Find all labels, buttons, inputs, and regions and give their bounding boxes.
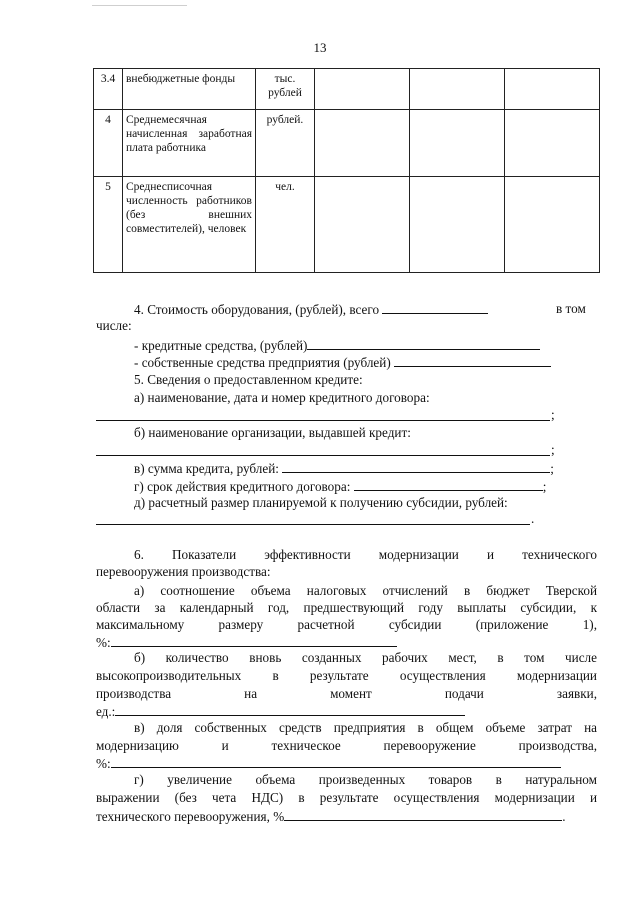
own-funds-blank <box>394 354 551 367</box>
credit-term-line: г) срок действия кредитного договора: ; <box>134 479 547 494</box>
indicator-a-line2: области за календарный год, предшествующий году выплаты субсидии, к <box>96 600 597 615</box>
credit-term-blank <box>354 478 543 491</box>
empty-cell <box>410 177 505 273</box>
indicator-b-line1: б) количество вновь созданных рабочих мест, в том числе <box>134 650 597 665</box>
section-6-title-cont: перевооружения производства: <box>96 564 271 579</box>
indicator-a-line1: а) соотношение объема налоговых отчислений в бюджет Тверской <box>134 583 597 598</box>
indicator-v-value: %: <box>96 755 561 772</box>
row-name: внебюджетные фонды <box>123 69 256 110</box>
subsidy-size-label: д) расчетный размер планируемой к получению субсидии, рублей: <box>134 495 508 510</box>
row-number: 5 <box>94 177 123 273</box>
empty-cell <box>315 110 410 177</box>
indicator-b-line3: производства на момент подачи заявки, <box>96 686 597 701</box>
row-number: 3.4 <box>94 69 123 110</box>
indicator-a-value: %: <box>96 634 397 651</box>
credit-funds-blank <box>307 337 540 350</box>
period: . <box>531 511 535 526</box>
indicator-g-blank <box>284 808 562 821</box>
empty-cell <box>315 69 410 110</box>
indicator-b-line2: высокопроизводительных в результате осуществления модернизации <box>96 668 597 683</box>
bank-name-blank <box>96 455 550 456</box>
credit-sum-blank <box>282 460 550 473</box>
semicolon: ; <box>551 442 555 457</box>
row-name: Среднесписочная численность работников (без внешних совместителей), человек <box>123 177 256 273</box>
indicator-v-line2: модернизацию и техническое перевооружение производства, <box>96 738 597 753</box>
subsidy-size-blank <box>96 524 530 525</box>
page-number: 13 <box>313 40 327 55</box>
indicator-g-line3: технического перевооружения, % . <box>96 809 566 824</box>
including-label: числе: <box>96 318 132 333</box>
section-6-title: 6. Показатели эффективности модернизации и технического <box>134 547 597 562</box>
credit-agreement-blank <box>96 420 550 421</box>
own-funds-line: - собственные средства предприятия (рублей) <box>134 354 551 371</box>
top-mark <box>92 5 187 6</box>
indicators-table <box>93 68 600 273</box>
empty-cell <box>505 69 600 110</box>
empty-cell <box>505 177 600 273</box>
section-5-title: 5. Сведения о предоставленном кредите: <box>134 372 363 387</box>
credit-funds-line: - кредитные средства, (рублей) <box>134 337 540 354</box>
row-unit: рублей. <box>256 110 315 177</box>
indicator-b-value: ед.: <box>96 703 465 720</box>
indicator-a-blank <box>111 634 397 647</box>
credit-sum-line: в) сумма кредита, рублей: ; <box>134 461 554 476</box>
empty-cell <box>410 69 505 110</box>
equipment-cost-tail: в том <box>556 301 586 316</box>
empty-cell <box>410 110 505 177</box>
row-number: 4 <box>94 110 123 177</box>
indicator-g-line2: выражении (без чета НДС) в результате осуществления модернизации и <box>96 790 597 805</box>
table-row <box>94 110 600 177</box>
row-unit: чел. <box>256 177 315 273</box>
table-row <box>94 177 600 273</box>
row-unit: тыс. рублей <box>256 69 315 110</box>
table-row <box>94 69 600 110</box>
row-name: Среднемесячная начисленная заработная плата работника <box>123 110 256 177</box>
equipment-cost-line: 4. Стоимость оборудования, (рублей), всего <box>134 301 488 318</box>
indicator-a-line3: максимальному размеру расчетной субсидии (приложение 1), <box>96 617 597 632</box>
indicator-v-line1: в) доля собственных средств предприятия в общем объеме затрат на <box>134 720 597 735</box>
indicator-v-blank <box>111 755 561 768</box>
bank-name-label: б) наименование организации, выдавшей кредит: <box>134 425 411 440</box>
indicator-b-blank <box>115 703 465 716</box>
equipment-cost-blank <box>382 301 488 314</box>
empty-cell <box>505 110 600 177</box>
semicolon: ; <box>551 407 555 422</box>
empty-cell <box>315 177 410 273</box>
credit-agreement-label: а) наименование, дата и номер кредитного договора: <box>134 390 430 405</box>
indicator-g-line1: г) увеличение объема произведенных товаров в натуральном <box>134 772 597 787</box>
